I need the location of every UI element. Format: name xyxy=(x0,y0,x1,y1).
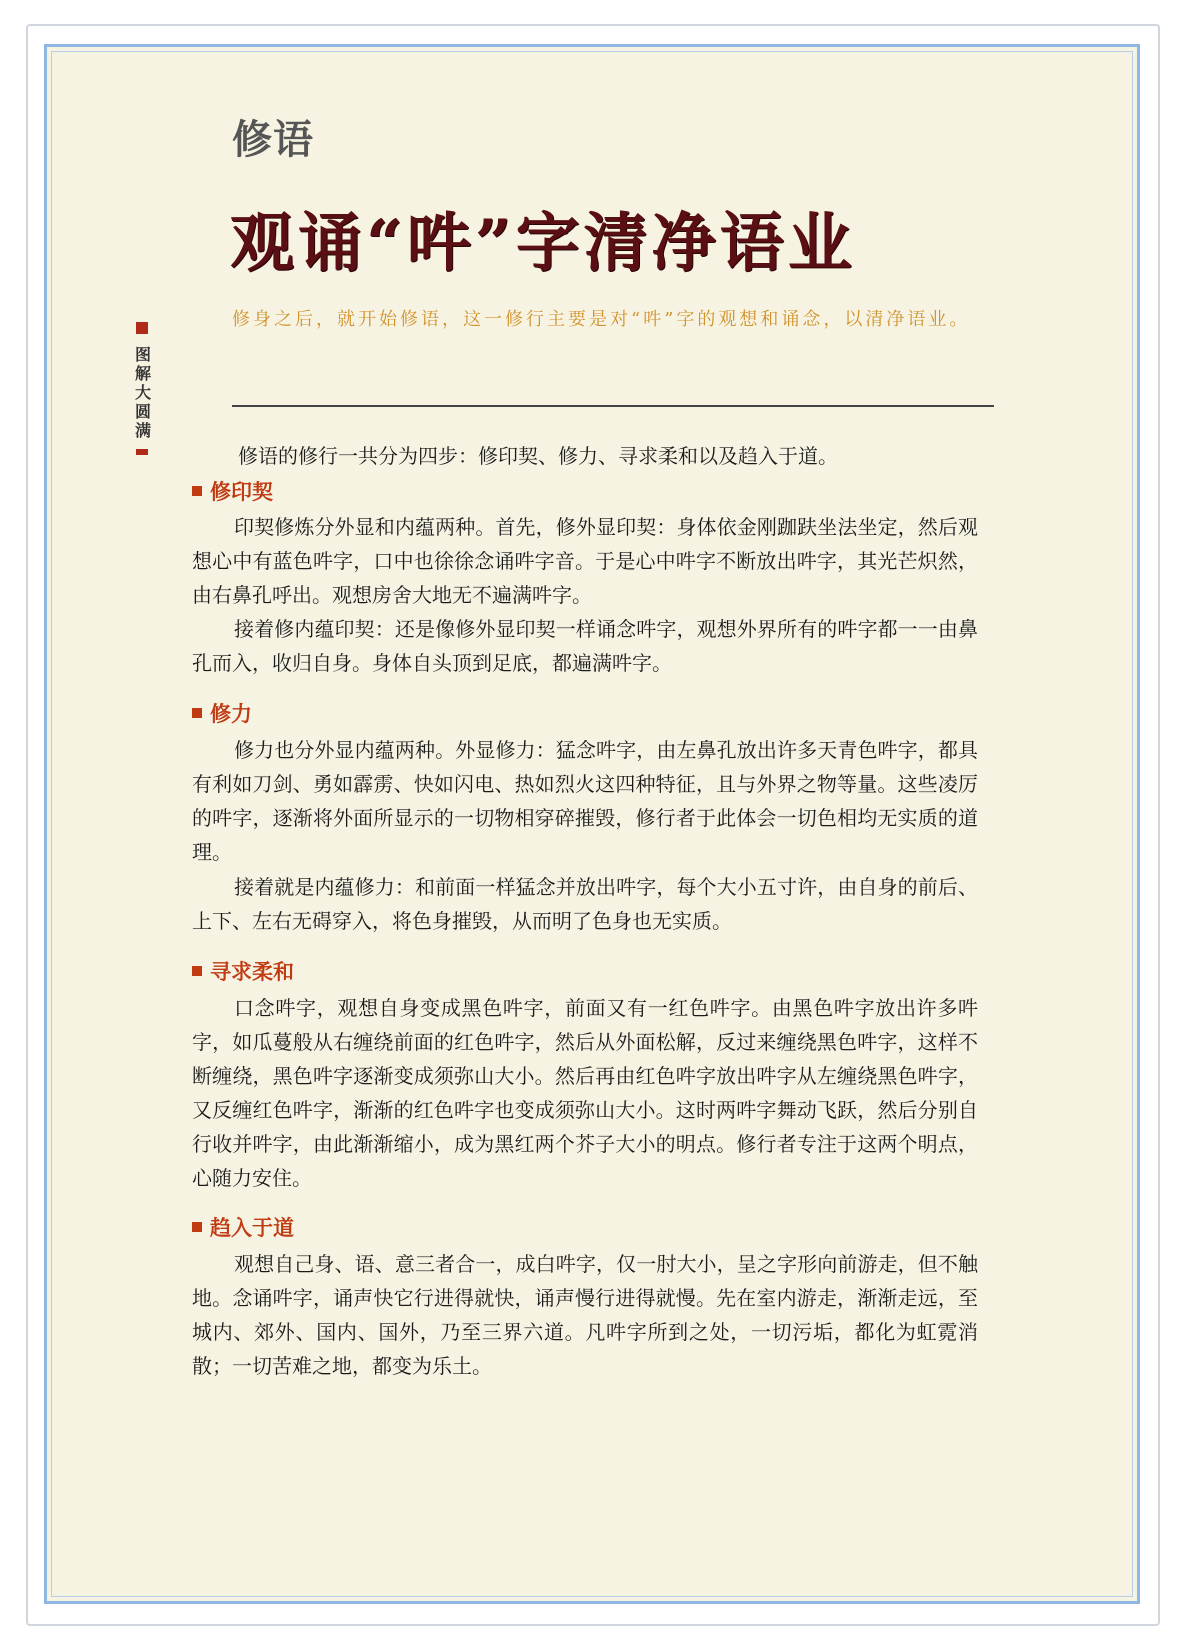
section-label: 修语 xyxy=(232,117,314,163)
section-heading-text: 寻求柔和 xyxy=(210,960,294,984)
lead-paragraph: 修语的修行一共分为四步：修印契、修力、寻求柔和以及趋入于道。 xyxy=(238,444,838,468)
side-tag-top-mark xyxy=(136,322,148,334)
section-bullet-icon xyxy=(192,1222,202,1232)
section-1-paragraph-1: 印契修炼分外显和内蕴两种。首先，修外显印契：身体依金刚跏趺坐法坐定，然后观想心中有蓝色吽字，口中也徐徐念诵吽字音。于是心中吽字不断放出吽字，其光芒炽然，由右鼻孔呼出。观想房舍大地无不遍满吽字。 xyxy=(192,515,978,607)
section-3-paragraph-1: 口念吽字，观想自身变成黑色吽字，前面又有一红色吽字。由黑色吽字放出许多吽字，如瓜蔓般从右缠绕前面的红色吽字，然后从外面松解，反过来缠绕黑色吽字，这样不断缠绕，黑色吽字逐渐变成须弥山大小。然后再由红色吽字放出吽字从左缠绕黑色吽字，又反缠红色吽字，渐渐的红色吽字也变成须弥山大小。这时两吽字舞动飞跃，然后分别自行收并吽字，由此渐渐缩小，成为黑红两个芥子大小的明点。修行者专注于这两个明点，心随力安住。 xyxy=(192,996,978,1190)
section-heading-2 xyxy=(192,698,252,728)
section-bullet-icon xyxy=(192,708,202,718)
section-heading-text: 修力 xyxy=(210,702,252,726)
section-1-paragraph-2: 接着修内蕴印契：还是像修外显印契一样诵念吽字，观想外界所有的吽字都一一由鼻孔而入，收归自身。身体自头顶到足底，都遍满吽字。 xyxy=(192,617,978,675)
page-title: 观诵“吽”字清净语业 xyxy=(230,206,856,281)
section-4-paragraph-1: 观想自己身、语、意三者合一，成白吽字，仅一肘大小，呈之字形向前游走，但不触地。念诵吽字，诵声快它行进得就快，诵声慢行进得就慢。先在室内游走，渐渐走远，至城内、郊外、国内、国外，乃至三界六道。凡吽字所到之处，一切污垢，都化为虹霓消散；一切苦难之地，都变为乐土。 xyxy=(192,1252,978,1378)
section-bullet-icon xyxy=(192,966,202,976)
section-2-paragraph-2: 接着就是内蕴修力：和前面一样猛念并放出吽字，每个大小五寸许，由自身的前后、上下、左右无碍穿入，将色身摧毁，从而明了色身也无实质。 xyxy=(192,875,978,933)
section-heading-4 xyxy=(192,1212,294,1242)
side-tag-label: 图解大圆满 xyxy=(132,346,152,441)
section-bullet-icon xyxy=(192,486,202,496)
section-heading-3 xyxy=(192,956,294,986)
section-heading-1 xyxy=(192,476,273,506)
section-2-paragraph-1: 修力也分外显内蕴两种。外显修力：猛念吽字，由左鼻孔放出许多天青色吽字，都具有利如刀剑、勇如霹雳、快如闪电、热如烈火这四种特征，且与外界之物等量。这些凌厉的吽字，逐渐将外面所显示的一切物相穿碎摧毁，修行者于此体会一切色相均无实质的道理。 xyxy=(192,738,978,864)
title-divider xyxy=(232,405,994,407)
section-heading-text: 修印契 xyxy=(210,480,273,504)
side-book-tag xyxy=(132,322,152,455)
intro-text: 修身之后，就开始修语，这一修行主要是对“吽”字的观想和诵念，以清净语业。 xyxy=(232,309,971,330)
side-tag-bottom-mark xyxy=(136,449,148,455)
section-heading-text: 趋入于道 xyxy=(210,1216,294,1240)
